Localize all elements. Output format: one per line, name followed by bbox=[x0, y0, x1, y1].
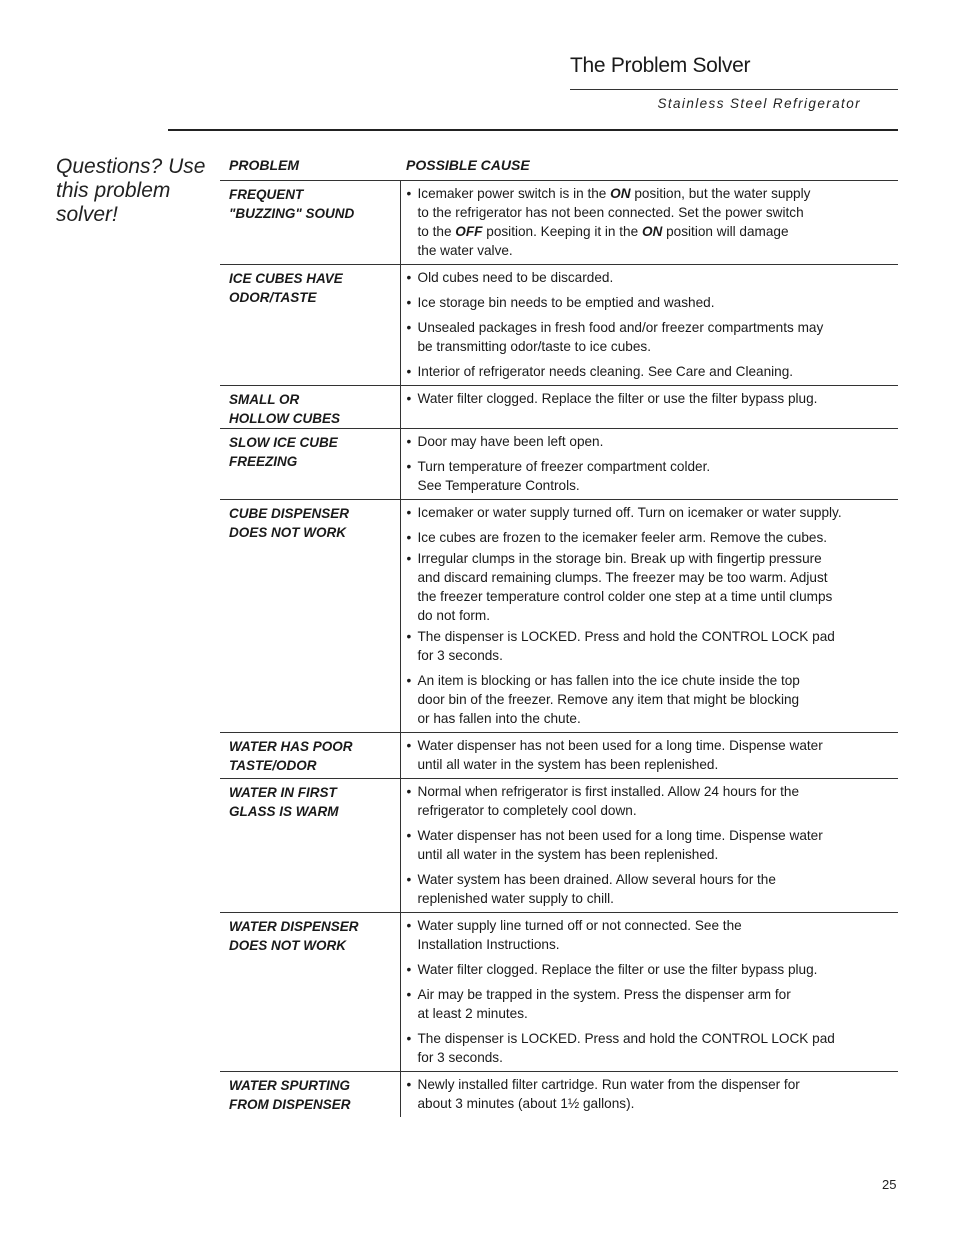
table-row bbox=[220, 733, 898, 779]
cause-bullet: • Water dispenser has not been used for a long time. Dispense water until all water in the system has been replenished. bbox=[407, 736, 889, 774]
cause-bullet: • Water filter clogged. Replace the filter or use the filter bypass plug. bbox=[407, 389, 889, 408]
page-subtitle: Stainless Steel Refrigerator bbox=[657, 96, 861, 111]
problem-solver-table bbox=[220, 151, 898, 1117]
cause-bullet: • Ice storage bin needs to be emptied and washed. bbox=[407, 293, 889, 312]
table-body bbox=[220, 181, 898, 1118]
cause-bullet: • The dispenser is LOCKED. Press and hold the CONTROL LOCK pad for 3 seconds. bbox=[407, 627, 889, 665]
table-row bbox=[220, 913, 898, 1072]
problem-label: WATER IN FIRST GLASS IS WARM bbox=[220, 779, 400, 913]
table-row bbox=[220, 265, 898, 386]
problem-label: ICE CUBES HAVE ODOR/TASTE bbox=[220, 265, 400, 386]
table-row bbox=[220, 181, 898, 265]
possible-cause-cell bbox=[400, 913, 898, 1072]
cause-bullet: • Interior of refrigerator needs cleaning. See Care and Cleaning. bbox=[407, 362, 889, 381]
table-row bbox=[220, 779, 898, 913]
cause-bullet: • Air may be trapped in the system. Press the dispenser arm for at least 2 minutes. bbox=[407, 985, 889, 1023]
page-number: 25 bbox=[882, 1177, 897, 1192]
possible-cause-cell bbox=[400, 733, 898, 779]
possible-cause-cell bbox=[400, 265, 898, 386]
sidebar-question: Questions? Use this problem solver! bbox=[56, 155, 206, 226]
cause-bullet: • Icemaker power switch is in the ON position, but the water supply to the refrigerator has not been connected. Set the power switch to the OFF position. Keeping it in the ON position will damage the water valve. bbox=[407, 184, 889, 260]
cause-bullet: • Turn temperature of freezer compartment colder. See Temperature Controls. bbox=[407, 457, 889, 495]
possible-cause-cell bbox=[400, 500, 898, 733]
problem-label: WATER HAS POOR TASTE/ODOR bbox=[220, 733, 400, 779]
cause-bullet: • Old cubes need to be discarded. bbox=[407, 268, 889, 287]
table-row bbox=[220, 500, 898, 733]
possible-cause-cell bbox=[400, 386, 898, 429]
possible-cause-cell bbox=[400, 1072, 898, 1118]
cause-bullet: • Water supply line turned off or not connected. See the Installation Instructions. bbox=[407, 916, 889, 954]
table-row bbox=[220, 429, 898, 500]
table-row bbox=[220, 1072, 898, 1118]
column-header-possible-cause: POSSIBLE CAUSE bbox=[400, 151, 898, 181]
problem-label: WATER SPURTING FROM DISPENSER bbox=[229, 1078, 351, 1112]
section-divider bbox=[168, 129, 898, 131]
cause-bullet: • Irregular clumps in the storage bin. Break up with fingertip pressure and discard remaining clumps. The freezer may be too warm. Adjust the freezer temperature control colder one step at a time until clumps do not form. bbox=[407, 549, 889, 625]
cause-bullet: • Water system has been drained. Allow several hours for the replenished water supply to chill. bbox=[407, 870, 889, 908]
table-row bbox=[220, 386, 898, 429]
table-header-row bbox=[220, 151, 898, 181]
cause-bullet: • Ice cubes are frozen to the icemaker feeler arm. Remove the cubes. bbox=[407, 528, 889, 547]
possible-cause-cell bbox=[400, 429, 898, 500]
problem-label: SMALL OR HOLLOW CUBES bbox=[220, 386, 400, 429]
cause-bullet: • An item is blocking or has fallen into the ice chute inside the top door bin of the freezer. Remove any item that might be blocking or has fallen into the chute. bbox=[407, 671, 889, 728]
problem-label: WATER DISPENSER DOES NOT WORK bbox=[220, 913, 400, 1072]
cause-bullet: • Icemaker or water supply turned off. Turn on icemaker or water supply. bbox=[407, 503, 889, 522]
problem-label: SLOW ICE CUBE FREEZING bbox=[220, 429, 400, 500]
cause-bullet: • Unsealed packages in fresh food and/or freezer compartments may be transmitting odor/taste to ice cubes. bbox=[407, 318, 889, 356]
possible-cause-cell bbox=[400, 779, 898, 913]
cause-bullet: • Newly installed filter cartridge. Run water from the dispenser for about 3 minutes (about 1½ gallons). bbox=[407, 1075, 889, 1113]
cause-bullet: • The dispenser is LOCKED. Press and hold the CONTROL LOCK pad for 3 seconds. bbox=[407, 1029, 889, 1067]
header-rule bbox=[570, 89, 898, 90]
column-header-problem: PROBLEM bbox=[220, 151, 400, 181]
cause-bullet: • Water filter clogged. Replace the filter or use the filter bypass plug. bbox=[407, 960, 889, 979]
cause-bullet: • Water dispenser has not been used for a long time. Dispense water until all water in the system has been replenished. bbox=[407, 826, 889, 864]
possible-cause-cell bbox=[400, 181, 898, 265]
problem-label: CUBE DISPENSER DOES NOT WORK bbox=[220, 500, 400, 733]
cause-bullet: • Normal when refrigerator is first installed. Allow 24 hours for the refrigerator to completely cool down. bbox=[407, 782, 889, 820]
cause-bullet: • Door may have been left open. bbox=[407, 432, 889, 451]
page-title: The Problem Solver bbox=[570, 54, 751, 77]
problem-label: FREQUENT "BUZZING" SOUND bbox=[220, 181, 400, 265]
